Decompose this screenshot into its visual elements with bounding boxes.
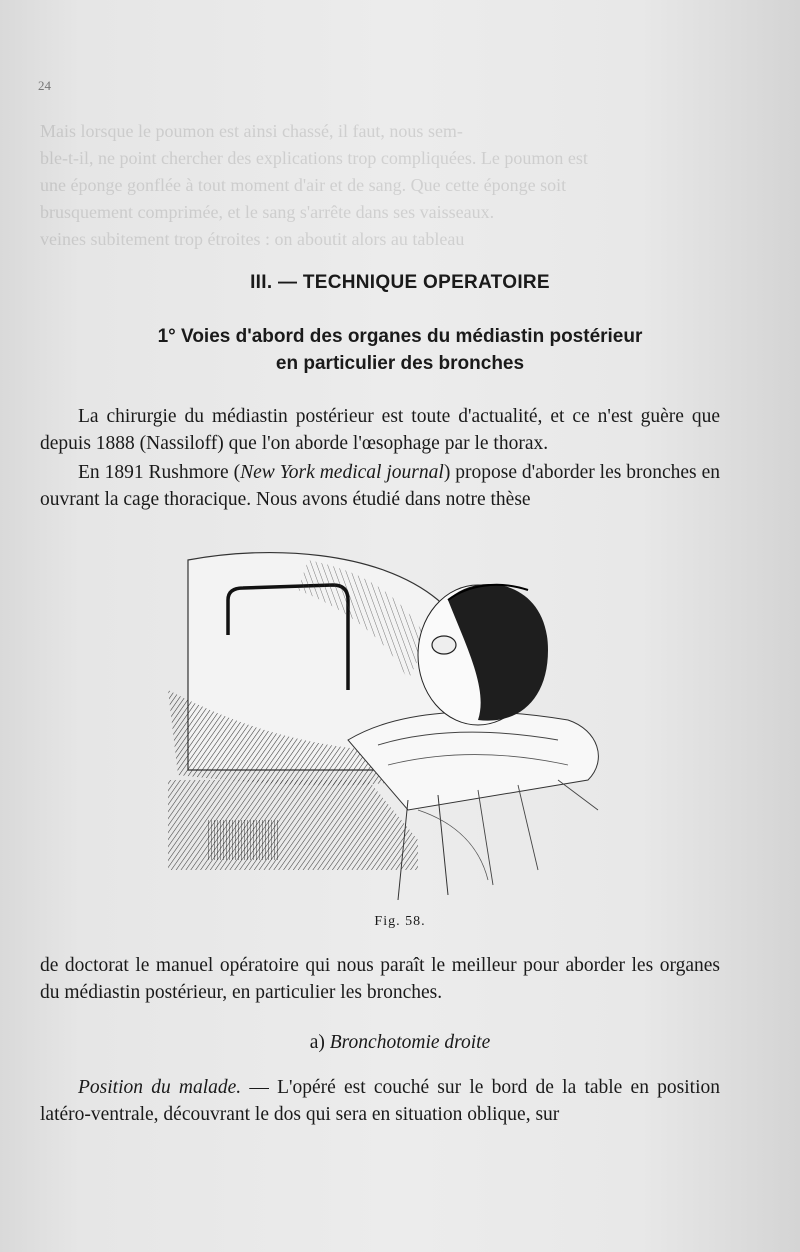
page-number: 24 [38, 78, 51, 93]
subsection-prefix: a) [309, 1032, 330, 1053]
paragraph-4-text: — L'opéré est couché sur le bord de la table en position latéro-ventrale, découvrant le dos qui sera en situation oblique, sur [40, 1077, 720, 1125]
paragraph-1-text: La chirurgie du médiastin postérieur est toute d'actualité, et ce n'est guère que depuis 1888 (Nassiloff) que l'on aborde l'œsophage par le thorax. [40, 406, 720, 454]
subtitle [0, 323, 800, 377]
subsection-title: Bronchotomie droite [329, 1032, 491, 1053]
figure-caption: Fig. 58. [374, 914, 426, 929]
section-title: III. — TECHNIQUE OPERATOIRE [250, 272, 550, 293]
subtitle-line-1: 1° Voies d'abord des organes du médiastin postérieur [157, 326, 643, 347]
paragraph-4 [40, 1074, 720, 1128]
subsection-heading [0, 1032, 800, 1054]
journal-title: New York medical journal [240, 462, 444, 483]
paragraph-2 [40, 459, 720, 513]
paragraph-1 [40, 403, 720, 457]
paragraph-4-label: Position du malade. [78, 1077, 242, 1098]
subtitle-line-2: en particulier des bronches [275, 353, 525, 374]
paragraph-3: de doctorat le manuel opératoire qui nous paraît le meilleur pour aborder les organes du médiastin postérieur, en particulier les bronches. [40, 955, 720, 1003]
figure-58-illustration [148, 540, 618, 902]
paragraph-2-text-b: ) propose d'aborder les bronches en ouvrant la cage thoracique. Nous avons étudié dans notre thèse [40, 462, 720, 510]
paragraph-2-text-a: En 1891 Rushmore ( [78, 462, 241, 483]
